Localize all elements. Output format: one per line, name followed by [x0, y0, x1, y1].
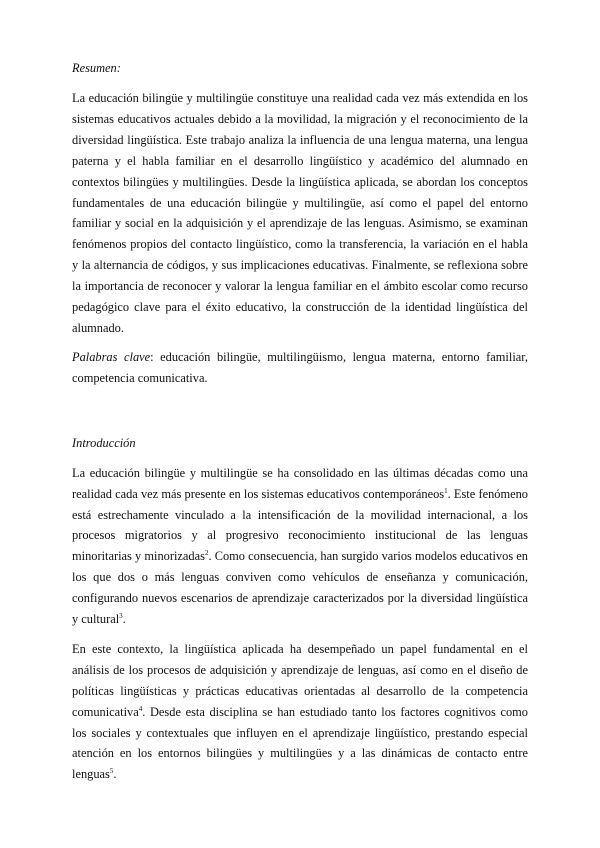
footnote-ref[interactable]: 3 — [119, 611, 123, 620]
footnote-ref[interactable]: 1 — [444, 486, 448, 495]
introduction-paragraph-1 — [72, 463, 528, 630]
keywords-line — [72, 347, 528, 389]
introduction-paragraph-2 — [72, 639, 528, 785]
footnote-ref[interactable]: 4 — [138, 704, 143, 713]
footnote-ref[interactable]: 2 — [204, 549, 209, 558]
intro-p1-text: . Este fenómeno está estrechamente vinculado a la intensificación de la movilidad internacional, a los procesos migratorios y al progresivo reconocimiento institucional de las lenguas minoritarias y minorizadas — [72, 486, 528, 564]
keywords-label: Palabras clave — [72, 349, 151, 364]
abstract-paragraph: La educación bilingüe y multilingüe constituye una realidad cada vez más extendida en los sistemas educativos actuales debido a la movilidad, la migración y el reconocimiento de la diversidad lingüística. Este trabajo analiza la influencia de una lengua materna, una lengua paterna y el habla familiar en el desarrollo lingüístico y académico del alumnado en contextos bilingües y multilingües. Desde la lingüística aplicada, se abordan los conceptos fundamentales de una educación bilingüe y multilingüe, así como el papel del entorno familiar y social en la adquisición y el aprendizaje de las lenguas. Asimismo, se examinan fenómenos propios del contacto lingüístico, como la transferencia, la variación en el habla y la alternancia de códigos, y sus implicaciones educativas. Finalmente, se reflexiona sobre la importancia de reconocer y valorar la lengua familiar en el ámbito escolar como recurso pedagógico clave para el éxito educativo, la construcción de la identidad lingüística del alumnado. — [72, 91, 528, 335]
intro-p1-text: . Como consecuencia, han surgido varios modelos educativos en los que dos o más lenguas conviven como vehículos de enseñanza y comunicación, configurando nuevos escenarios de aprendizaje caracterizados por la diversidad lingüística y cultural — [72, 549, 528, 627]
abstract-heading: Resumen: — [72, 61, 121, 75]
intro-p1-text: La educación bilingüe y multilingüe se ha consolidado en las últimas décadas como una realidad cada vez más presente en los sistemas educativos contemporáneos — [72, 465, 528, 501]
document-page — [72, 60, 528, 785]
keywords-text: educación bilingüe, multilingüismo, lengua materna, entorno familiar, competencia comunicativa. — [72, 349, 528, 385]
intro-p2-text: . Desde esta disciplina se han estudiado tanto los factores cognitivos como los sociales y contextuales que influyen en el aprendizaje lingüístico, prestando especial atención en los entornos bilingües y multilingües y a las dinámicas de contacto entre lenguas — [72, 704, 528, 782]
footnote-ref[interactable]: 5 — [109, 767, 114, 776]
keywords-separator: : — [150, 349, 161, 364]
intro-p2-text: . — [113, 767, 117, 782]
intro-p1-text: . — [122, 612, 126, 627]
introduction-heading: Introducción — [72, 435, 136, 450]
intro-p2-text: En este contexto, la lingüística aplicada ha desempeñado un papel fundamental en el análisis de los procesos de adquisición y aprendizaje de lenguas, así como en el diseño de políticas lingüísticas y prácticas educativas orientadas al desarrollo de la competencia comunicativa — [72, 641, 528, 719]
